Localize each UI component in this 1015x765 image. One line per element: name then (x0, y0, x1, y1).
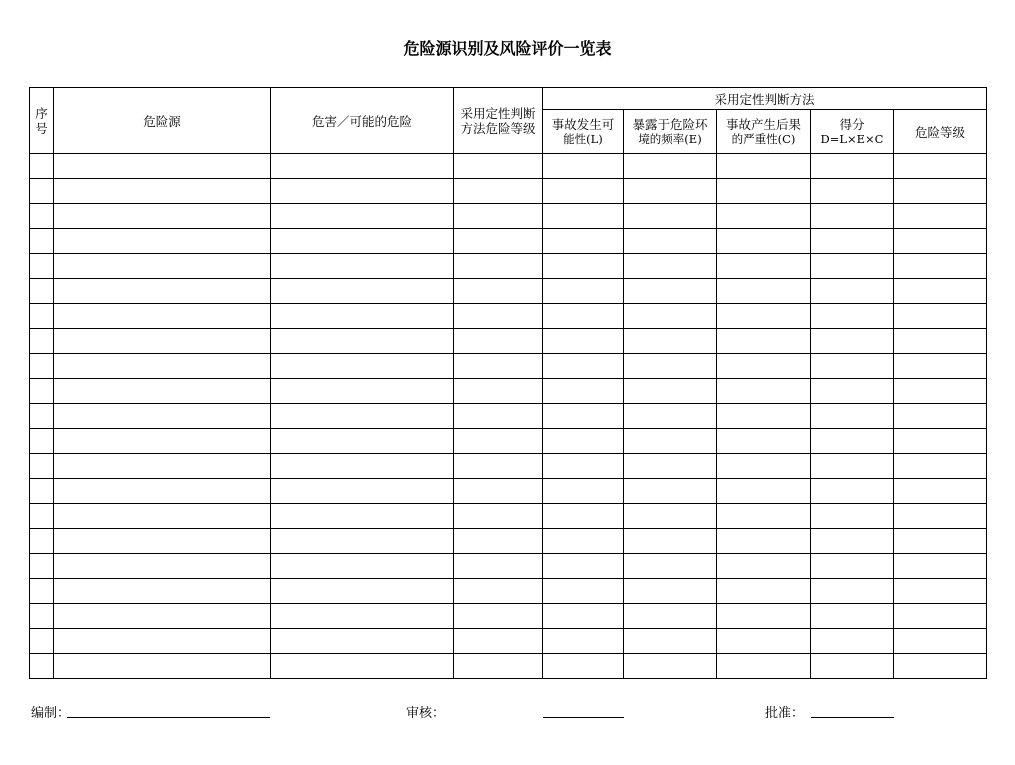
cell-consequence[interactable] (717, 479, 811, 504)
cell-seq[interactable] (30, 229, 54, 254)
cell-hazard[interactable] (271, 329, 454, 354)
cell-risk-level[interactable] (894, 179, 987, 204)
cell-consequence[interactable] (717, 404, 811, 429)
cell-seq[interactable] (30, 654, 54, 679)
cell-exposure[interactable] (624, 379, 717, 404)
cell-consequence[interactable] (717, 554, 811, 579)
cell-hazard-source[interactable] (54, 579, 271, 604)
cell-hazard-source[interactable] (54, 254, 271, 279)
cell-consequence[interactable] (717, 204, 811, 229)
cell-qual-level[interactable] (454, 654, 543, 679)
cell-hazard[interactable] (271, 504, 454, 529)
header-hazard: 危害／可能的危险 (271, 88, 454, 154)
cell-consequence[interactable] (717, 654, 811, 679)
cell-qual-level[interactable] (454, 304, 543, 329)
cell-score[interactable] (811, 354, 894, 379)
cell-qual-level[interactable] (454, 554, 543, 579)
header-score (811, 110, 894, 154)
cell-qual-level[interactable] (454, 354, 543, 379)
cell-hazard-source[interactable] (54, 429, 271, 454)
cell-hazard-source[interactable] (54, 154, 271, 179)
cell-seq[interactable] (30, 554, 54, 579)
cell-exposure[interactable] (624, 304, 717, 329)
header-exposure-line2: 境的频率(E) (638, 131, 702, 146)
cell-exposure[interactable] (624, 254, 717, 279)
header-likelihood-line1: 事故发生可 (551, 116, 615, 132)
table-row (30, 479, 987, 504)
cell-hazard[interactable] (271, 154, 454, 179)
cell-hazard-source[interactable] (54, 179, 271, 204)
cell-seq[interactable] (30, 154, 54, 179)
cell-exposure[interactable] (624, 204, 717, 229)
cell-consequence[interactable] (717, 629, 811, 654)
table-row (30, 629, 987, 654)
cell-consequence[interactable] (717, 179, 811, 204)
table-body (30, 154, 987, 679)
cell-likelihood[interactable] (543, 179, 624, 204)
cell-risk-level[interactable] (894, 404, 987, 429)
cell-qual-level[interactable] (454, 329, 543, 354)
cell-hazard-source[interactable] (54, 629, 271, 654)
cell-exposure[interactable] (624, 179, 717, 204)
table-row (30, 654, 987, 679)
cell-risk-level[interactable] (894, 329, 987, 354)
cell-hazard[interactable] (271, 354, 454, 379)
cell-seq[interactable] (30, 454, 54, 479)
cell-consequence[interactable] (717, 429, 811, 454)
cell-seq[interactable] (30, 479, 54, 504)
cell-qual-level[interactable] (454, 379, 543, 404)
cell-score[interactable] (811, 329, 894, 354)
cell-exposure[interactable] (624, 479, 717, 504)
cell-likelihood[interactable] (543, 454, 624, 479)
cell-hazard-source[interactable] (54, 304, 271, 329)
cell-score[interactable] (811, 304, 894, 329)
risk-assessment-table (29, 87, 987, 679)
cell-risk-level[interactable] (894, 604, 987, 629)
cell-likelihood[interactable] (543, 554, 624, 579)
cell-risk-level[interactable] (894, 529, 987, 554)
table-row (30, 454, 987, 479)
table-row (30, 179, 987, 204)
cell-seq[interactable] (30, 254, 54, 279)
table-row (30, 379, 987, 404)
table-row (30, 229, 987, 254)
cell-exposure[interactable] (624, 554, 717, 579)
cell-seq[interactable] (30, 279, 54, 304)
cell-likelihood[interactable] (543, 279, 624, 304)
cell-hazard-source[interactable] (54, 329, 271, 354)
cell-exposure[interactable] (624, 629, 717, 654)
cell-seq[interactable] (30, 604, 54, 629)
cell-score[interactable] (811, 404, 894, 429)
cell-likelihood[interactable] (543, 504, 624, 529)
table-row (30, 604, 987, 629)
cell-exposure[interactable] (624, 654, 717, 679)
cell-consequence[interactable] (717, 254, 811, 279)
cell-score[interactable] (811, 179, 894, 204)
cell-consequence[interactable] (717, 379, 811, 404)
cell-seq[interactable] (30, 179, 54, 204)
cell-score[interactable] (811, 454, 894, 479)
cell-score[interactable] (811, 154, 894, 179)
cell-consequence[interactable] (717, 154, 811, 179)
header-seq (30, 88, 54, 154)
cell-consequence[interactable] (717, 279, 811, 304)
header-qual-level (454, 88, 543, 154)
cell-seq[interactable] (30, 429, 54, 454)
table-row (30, 204, 987, 229)
table-row (30, 254, 987, 279)
table-row (30, 529, 987, 554)
cell-risk-level[interactable] (894, 504, 987, 529)
cell-exposure[interactable] (624, 404, 717, 429)
cell-score[interactable] (811, 604, 894, 629)
cell-exposure[interactable] (624, 429, 717, 454)
cell-risk-level[interactable] (894, 454, 987, 479)
cell-qual-level[interactable] (454, 604, 543, 629)
cell-hazard-source[interactable] (54, 404, 271, 429)
cell-hazard-source[interactable] (54, 529, 271, 554)
cell-hazard[interactable] (271, 554, 454, 579)
cell-likelihood[interactable] (543, 429, 624, 454)
cell-seq[interactable] (30, 404, 54, 429)
cell-score[interactable] (811, 254, 894, 279)
cell-hazard-source[interactable] (54, 654, 271, 679)
header-score-line2: D=L×E×C (820, 131, 884, 146)
header-risk-level: 危险等级 (894, 110, 987, 154)
table-row (30, 329, 987, 354)
cell-hazard[interactable] (271, 654, 454, 679)
header-likelihood-line2: 能性(L) (563, 131, 603, 146)
table-row (30, 279, 987, 304)
cell-likelihood[interactable] (543, 404, 624, 429)
cell-score[interactable] (811, 579, 894, 604)
cell-qual-level[interactable] (454, 479, 543, 504)
cell-qual-level[interactable] (454, 154, 543, 179)
cell-likelihood[interactable] (543, 229, 624, 254)
header-likelihood (543, 110, 624, 154)
cell-hazard-source[interactable] (54, 454, 271, 479)
cell-risk-level[interactable] (894, 204, 987, 229)
table-row (30, 579, 987, 604)
cell-likelihood[interactable] (543, 154, 624, 179)
cell-exposure[interactable] (624, 504, 717, 529)
cell-hazard[interactable] (271, 429, 454, 454)
header-seq-label: 序号 (35, 105, 48, 136)
cell-hazard[interactable] (271, 404, 454, 429)
cell-likelihood[interactable] (543, 604, 624, 629)
header-consequence (717, 110, 811, 154)
cell-score[interactable] (811, 229, 894, 254)
cell-qual-level[interactable] (454, 629, 543, 654)
cell-score[interactable] (811, 504, 894, 529)
cell-likelihood[interactable] (543, 479, 624, 504)
cell-qual-level[interactable] (454, 454, 543, 479)
cell-hazard[interactable] (271, 204, 454, 229)
table-row (30, 154, 987, 179)
cell-consequence[interactable] (717, 229, 811, 254)
cell-score[interactable] (811, 479, 894, 504)
cell-score[interactable] (811, 204, 894, 229)
cell-qual-level[interactable] (454, 404, 543, 429)
cell-hazard-source[interactable] (54, 204, 271, 229)
cell-risk-level[interactable] (894, 254, 987, 279)
reviewed-by-line[interactable] (543, 717, 624, 718)
cell-risk-level[interactable] (894, 579, 987, 604)
cell-hazard-source[interactable] (54, 229, 271, 254)
cell-hazard[interactable] (271, 179, 454, 204)
cell-hazard-source[interactable] (54, 604, 271, 629)
cell-hazard[interactable] (271, 529, 454, 554)
cell-risk-level[interactable] (894, 629, 987, 654)
cell-exposure[interactable] (624, 604, 717, 629)
cell-likelihood[interactable] (543, 379, 624, 404)
cell-qual-level[interactable] (454, 579, 543, 604)
cell-exposure[interactable] (624, 354, 717, 379)
cell-likelihood[interactable] (543, 654, 624, 679)
cell-score[interactable] (811, 429, 894, 454)
cell-hazard-source[interactable] (54, 354, 271, 379)
reviewed-by-label: 审核： (406, 706, 446, 721)
cell-consequence[interactable] (717, 604, 811, 629)
cell-risk-level[interactable] (894, 654, 987, 679)
cell-consequence[interactable] (717, 454, 811, 479)
cell-hazard[interactable] (271, 629, 454, 654)
cell-risk-level[interactable] (894, 229, 987, 254)
cell-risk-level[interactable] (894, 429, 987, 454)
cell-hazard-source[interactable] (54, 504, 271, 529)
cell-hazard[interactable] (271, 604, 454, 629)
cell-seq[interactable] (30, 529, 54, 554)
cell-qual-level[interactable] (454, 529, 543, 554)
cell-likelihood[interactable] (543, 579, 624, 604)
cell-qual-level[interactable] (454, 179, 543, 204)
prepared-by-line[interactable] (67, 717, 270, 718)
table-row (30, 429, 987, 454)
cell-likelihood[interactable] (543, 354, 624, 379)
cell-seq[interactable] (30, 379, 54, 404)
cell-risk-level[interactable] (894, 379, 987, 404)
cell-hazard[interactable] (271, 479, 454, 504)
approved-by-line[interactable] (811, 717, 894, 718)
header-consequence-line2: 的严重性(C) (731, 131, 796, 146)
table-row (30, 554, 987, 579)
cell-score[interactable] (811, 629, 894, 654)
cell-score[interactable] (811, 554, 894, 579)
header-exposure-line1: 暴露于危险环 (632, 116, 708, 132)
header-score-line1: 得分 (839, 116, 865, 132)
cell-risk-level[interactable] (894, 354, 987, 379)
cell-exposure[interactable] (624, 529, 717, 554)
cell-score[interactable] (811, 279, 894, 304)
cell-exposure[interactable] (624, 279, 717, 304)
table-row (30, 354, 987, 379)
cell-qual-level[interactable] (454, 279, 543, 304)
cell-qual-level[interactable] (454, 429, 543, 454)
cell-likelihood[interactable] (543, 254, 624, 279)
header-qual-level-label: 采用定性判断方法危险等级 (460, 105, 536, 136)
page-title: 危险源识别及风险评价一览表 (403, 39, 612, 58)
cell-risk-level[interactable] (894, 304, 987, 329)
cell-risk-level[interactable] (894, 554, 987, 579)
cell-hazard[interactable] (271, 254, 454, 279)
header-consequence-line1: 事故产生后果 (725, 116, 801, 132)
cell-hazard-source[interactable] (54, 379, 271, 404)
cell-consequence[interactable] (717, 579, 811, 604)
cell-risk-level[interactable] (894, 479, 987, 504)
cell-hazard[interactable] (271, 279, 454, 304)
cell-exposure[interactable] (624, 229, 717, 254)
cell-score[interactable] (811, 379, 894, 404)
cell-hazard-source[interactable] (54, 479, 271, 504)
cell-risk-level[interactable] (894, 154, 987, 179)
cell-consequence[interactable] (717, 329, 811, 354)
table-row (30, 404, 987, 429)
cell-qual-level[interactable] (454, 229, 543, 254)
cell-seq[interactable] (30, 204, 54, 229)
cell-seq[interactable] (30, 329, 54, 354)
cell-qual-level[interactable] (454, 504, 543, 529)
cell-score[interactable] (811, 529, 894, 554)
cell-likelihood[interactable] (543, 204, 624, 229)
cell-consequence[interactable] (717, 529, 811, 554)
cell-seq[interactable] (30, 304, 54, 329)
cell-likelihood[interactable] (543, 329, 624, 354)
prepared-by-label: 编制： (31, 706, 71, 721)
cell-exposure[interactable] (624, 454, 717, 479)
cell-seq[interactable] (30, 629, 54, 654)
cell-score[interactable] (811, 654, 894, 679)
cell-consequence[interactable] (717, 304, 811, 329)
approved-by-label: 批准： (765, 706, 805, 721)
table-row (30, 504, 987, 529)
cell-qual-level[interactable] (454, 254, 543, 279)
cell-likelihood[interactable] (543, 304, 624, 329)
cell-hazard[interactable] (271, 304, 454, 329)
table-row (30, 304, 987, 329)
cell-likelihood[interactable] (543, 629, 624, 654)
cell-seq[interactable] (30, 354, 54, 379)
cell-consequence[interactable] (717, 504, 811, 529)
cell-qual-level[interactable] (454, 204, 543, 229)
cell-hazard-source[interactable] (54, 279, 271, 304)
cell-seq[interactable] (30, 504, 54, 529)
cell-seq[interactable] (30, 579, 54, 604)
header-group-qualitative-method: 采用定性判断方法 (543, 88, 987, 110)
cell-risk-level[interactable] (894, 279, 987, 304)
cell-consequence[interactable] (717, 354, 811, 379)
cell-exposure[interactable] (624, 154, 717, 179)
cell-hazard[interactable] (271, 379, 454, 404)
header-hazard-source: 危险源 (54, 88, 271, 154)
cell-exposure[interactable] (624, 329, 717, 354)
cell-exposure[interactable] (624, 579, 717, 604)
cell-likelihood[interactable] (543, 529, 624, 554)
cell-hazard-source[interactable] (54, 554, 271, 579)
cell-hazard[interactable] (271, 579, 454, 604)
cell-hazard[interactable] (271, 454, 454, 479)
header-exposure (624, 110, 717, 154)
cell-hazard[interactable] (271, 229, 454, 254)
